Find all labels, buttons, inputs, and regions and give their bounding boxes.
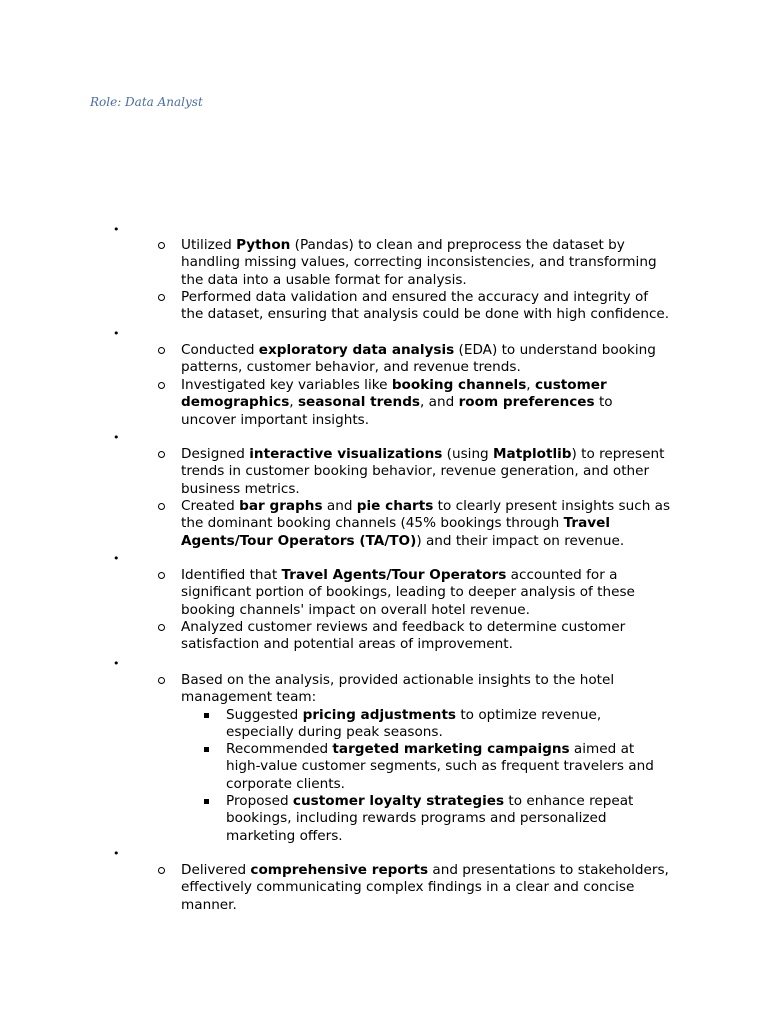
- text-run: the data into a usable format for analysis.: [181, 271, 467, 288]
- text-line: [226, 810, 686, 827]
- text-line: [226, 793, 686, 810]
- bold-text: customer: [534, 377, 607, 393]
- text-run: corporate clients.: [226, 775, 345, 792]
- bold-text: bar graphs: [239, 498, 323, 514]
- bold-text: Python: [236, 237, 291, 253]
- text-run: booking channels' impact on overall hotel revenue.: [181, 601, 530, 618]
- list-item: [181, 672, 681, 707]
- text-line: [181, 879, 681, 896]
- text-run: Identified that: [181, 567, 282, 583]
- text-run: bookings, including rewards programs and personalized: [226, 810, 607, 827]
- text-run: Delivered: [181, 862, 251, 878]
- text-run: handling missing values, correcting inconsistencies, and transforming: [181, 254, 657, 271]
- text-line: [226, 758, 686, 775]
- hollow-circle-bullet-icon: [158, 677, 165, 684]
- bold-text: Travel Agents/Tour Operators: [281, 567, 507, 583]
- text-run: especially during peak seasons.: [226, 724, 443, 741]
- text-run: Investigated key variables like: [181, 377, 392, 393]
- text-run: satisfaction and potential areas of improvement.: [181, 636, 513, 653]
- text-line: [181, 394, 681, 411]
- bold-text: Agents/Tour Operators (TA/TO): [181, 532, 417, 549]
- text-run: to clearly present insights such as: [433, 498, 671, 514]
- hollow-circle-bullet-icon: [158, 242, 165, 249]
- text-line: [181, 515, 681, 532]
- bold-text: Matplotlib: [493, 446, 572, 462]
- sub-list-item: [226, 707, 686, 742]
- text-run: manner.: [181, 896, 237, 913]
- bold-text: interactive visualizations: [249, 446, 443, 462]
- square-bullet-icon: [204, 747, 209, 752]
- hollow-circle-bullet-icon: [158, 451, 165, 458]
- text-line: [181, 272, 681, 289]
- list-item: [181, 498, 681, 550]
- text-line: [181, 498, 681, 515]
- text-run: the dominant booking channels (45% bookings through: [181, 515, 564, 532]
- text-line: [181, 619, 681, 636]
- sub-list-item: [226, 741, 686, 793]
- text-run: to: [594, 394, 613, 411]
- bold-text: comprehensive reports: [250, 862, 429, 878]
- text-line: [181, 237, 681, 254]
- text-line: [181, 636, 681, 653]
- text-line: [181, 584, 681, 601]
- text-line: [181, 862, 681, 879]
- text-run: Recommended: [226, 741, 333, 757]
- bold-text: demographics: [181, 394, 290, 411]
- bold-text: pie charts: [356, 498, 434, 514]
- text-run: accounted for a: [506, 567, 618, 583]
- text-line: [226, 724, 686, 741]
- text-run: and: [322, 498, 357, 514]
- text-line: [181, 672, 681, 689]
- top-level-bullet: •: [113, 657, 120, 670]
- hollow-circle-bullet-icon: [158, 572, 165, 579]
- text-run: management team:: [181, 689, 317, 706]
- top-level-bullet: •: [113, 223, 120, 236]
- text-run: ,: [526, 377, 535, 393]
- top-level-bullet: •: [113, 327, 120, 340]
- text-run: marketing offers.: [226, 827, 343, 844]
- text-run: Suggested: [226, 707, 303, 723]
- text-run: Utilized: [181, 237, 237, 253]
- top-level-bullet: •: [113, 431, 120, 444]
- bold-text: targeted marketing campaigns: [332, 741, 570, 757]
- list-item: [181, 446, 681, 498]
- text-line: [226, 776, 686, 793]
- sub-list-item: [226, 793, 686, 845]
- text-line: [181, 481, 681, 498]
- text-line: [181, 533, 681, 550]
- text-run: aimed at: [569, 741, 635, 757]
- text-run: ) and their impact on revenue.: [416, 532, 625, 549]
- hollow-circle-bullet-icon: [158, 867, 165, 874]
- hollow-circle-bullet-icon: [158, 382, 165, 389]
- text-run: the dataset, ensuring that analysis could be done with high confidence.: [181, 306, 670, 323]
- bold-text: customer loyalty strategies: [292, 793, 505, 809]
- text-line: [181, 567, 681, 584]
- text-run: Based on the analysis, provided actionable insights to the hotel: [181, 672, 615, 688]
- text-run: significant portion of bookings, leading to deeper analysis of these: [181, 584, 635, 601]
- bold-text: seasonal trends: [297, 394, 421, 411]
- top-level-bullet: •: [113, 552, 120, 565]
- text-run: (EDA) to understand booking: [454, 342, 656, 358]
- hollow-circle-bullet-icon: [158, 347, 165, 354]
- role-heading: Role: Data Analyst: [90, 95, 203, 109]
- bold-text: pricing adjustments: [302, 707, 457, 723]
- list-item: [181, 289, 681, 324]
- text-run: high-value customer segments, such as frequent travelers and: [226, 758, 654, 775]
- text-run: (Pandas) to clean and preprocess the dataset by: [290, 237, 625, 253]
- list-item: [181, 862, 681, 914]
- text-line: [181, 463, 681, 480]
- text-run: ,: [289, 394, 298, 411]
- bold-text: booking channels: [391, 377, 527, 393]
- text-run: Designed: [181, 446, 250, 462]
- text-line: [226, 828, 686, 845]
- square-bullet-icon: [204, 799, 209, 804]
- text-run: Created: [181, 498, 240, 514]
- list-item: [181, 377, 681, 429]
- text-run: business metrics.: [181, 480, 300, 497]
- text-run: , and: [420, 394, 459, 411]
- text-run: patterns, customer behavior, and revenue trends.: [181, 359, 521, 376]
- text-run: trends in customer booking behavior, revenue generation, and other: [181, 463, 650, 480]
- top-level-bullet: •: [113, 847, 120, 860]
- text-line: [226, 707, 686, 724]
- text-line: [226, 741, 686, 758]
- text-run: to optimize revenue,: [456, 707, 602, 723]
- text-run: Performed data validation and ensured the accuracy and integrity of: [181, 289, 649, 305]
- text-line: [181, 377, 681, 394]
- list-item: [181, 619, 681, 654]
- text-run: and presentations to stakeholders,: [428, 862, 669, 878]
- text-run: (using: [442, 446, 494, 462]
- hollow-circle-bullet-icon: [158, 503, 165, 510]
- text-line: [181, 602, 681, 619]
- text-line: [181, 897, 681, 914]
- text-line: [181, 689, 681, 706]
- bold-text: exploratory data analysis: [258, 342, 455, 358]
- text-run: to enhance repeat: [504, 793, 634, 809]
- text-line: [181, 359, 681, 376]
- text-line: [181, 254, 681, 271]
- text-run: Proposed: [226, 793, 293, 809]
- text-line: [181, 342, 681, 359]
- text-line: [181, 289, 681, 306]
- bold-text: room preferences: [458, 394, 595, 411]
- text-line: [181, 446, 681, 463]
- text-run: effectively communicating complex findings in a clear and concise: [181, 879, 635, 896]
- list-item: [181, 567, 681, 619]
- text-run: ) to represent: [571, 446, 665, 462]
- bold-text: Travel: [563, 515, 611, 532]
- square-bullet-icon: [204, 713, 209, 718]
- hollow-circle-bullet-icon: [158, 294, 165, 301]
- text-run: uncover important insights.: [181, 411, 370, 428]
- list-item: [181, 342, 681, 377]
- list-item: [181, 237, 681, 289]
- text-run: Conducted: [181, 342, 259, 358]
- text-run: Analyzed customer reviews and feedback to determine customer: [181, 619, 626, 635]
- text-line: [181, 412, 681, 429]
- text-line: [181, 306, 681, 323]
- hollow-circle-bullet-icon: [158, 624, 165, 631]
